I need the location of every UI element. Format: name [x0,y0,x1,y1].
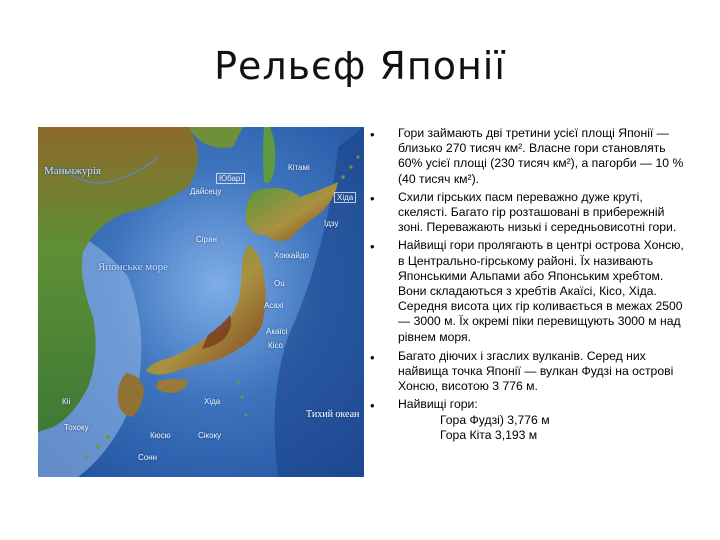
label-mountain-8: Акаїсі [266,327,288,336]
bullet-text: Багато діючих і згаслих вулканів. Серед них найвища точка Японії — вулкан Фудзі на острові Хонсю, висотою 3 776 м. [398,348,674,394]
label-mountain-11: Кюсю [150,431,171,440]
bullet-dot: • [370,127,375,142]
label-mountain-10: Хіда [204,397,221,406]
label-mountain-4: Сіран [196,235,217,244]
label-mountain-13: Кіі [62,397,71,406]
bullet-text: Гори займають дві третини усієї площі Японії — близько 270 тисяч км². Власне гори становлять 60% усієї площі (230 тисяч км²), а пагорби — 10 % (40 тисяч км²). [398,126,684,186]
bullet-text: Найвищі гори: [398,397,478,412]
bullet-item [370,190,688,236]
label-mountain-12: Сікоку [198,431,222,440]
bullet-dot: • [370,349,375,365]
bullet-item [370,349,688,395]
label-mountain-6: Асахі [264,301,284,310]
bullet-text: Схили гірських пасм переважно дуже круті, скелясті. Багато гір розташовані в прибережній зоні. Переважають низькі і середньовисотні гори. [398,189,677,235]
label-mountain-1: Дайсецу [190,187,222,196]
bullet-dot: • [370,190,375,206]
label-mountain-14: Сонн [138,453,158,462]
label-mountain-9: Кісо [268,341,283,350]
label-hida: Хідa [334,192,356,203]
label-manchuria: Маньчжурія [44,165,101,177]
bullet-list [370,126,688,443]
bullet-dot: • [370,398,375,414]
bullet-text: Найвищі гори пролягають в центрі острова Хонсю, в Центрально-гірському районі. Їх називають Японськими Альпами або Японським хребтом. Вони складаються з хребтів Акаїсі, Кісо, Хіда. Середня висота цих гір коливається в межах 2500 — 3000 м. Їх окремі піки перевищують 3000 м над рівнем моря. [398,238,684,344]
label-japan-sea: Японське море [98,261,169,273]
label-mountain-2: Кітамі [288,163,310,172]
peak-item: Гора Кіта 3,193 м [440,427,538,442]
label-yubari: Юбарі [216,173,245,184]
label-pacific: Тихий океан [306,409,360,420]
slide-title: Рельєф Японії [214,44,506,88]
peak-item: Гора Фудзі) 3,776 м [440,412,550,427]
label-mountain-15: Тохоку [64,423,89,432]
bullet-item [370,397,688,443]
japan-relief-map [38,127,364,477]
bullet-item [370,126,688,187]
label-mountain-7: Ou [274,279,285,288]
label-mountain-3: Ідзу [324,219,339,228]
label-mountain-5: Хоккайдо [274,251,309,260]
bullet-item [370,238,688,344]
bullet-dot: • [370,239,375,255]
